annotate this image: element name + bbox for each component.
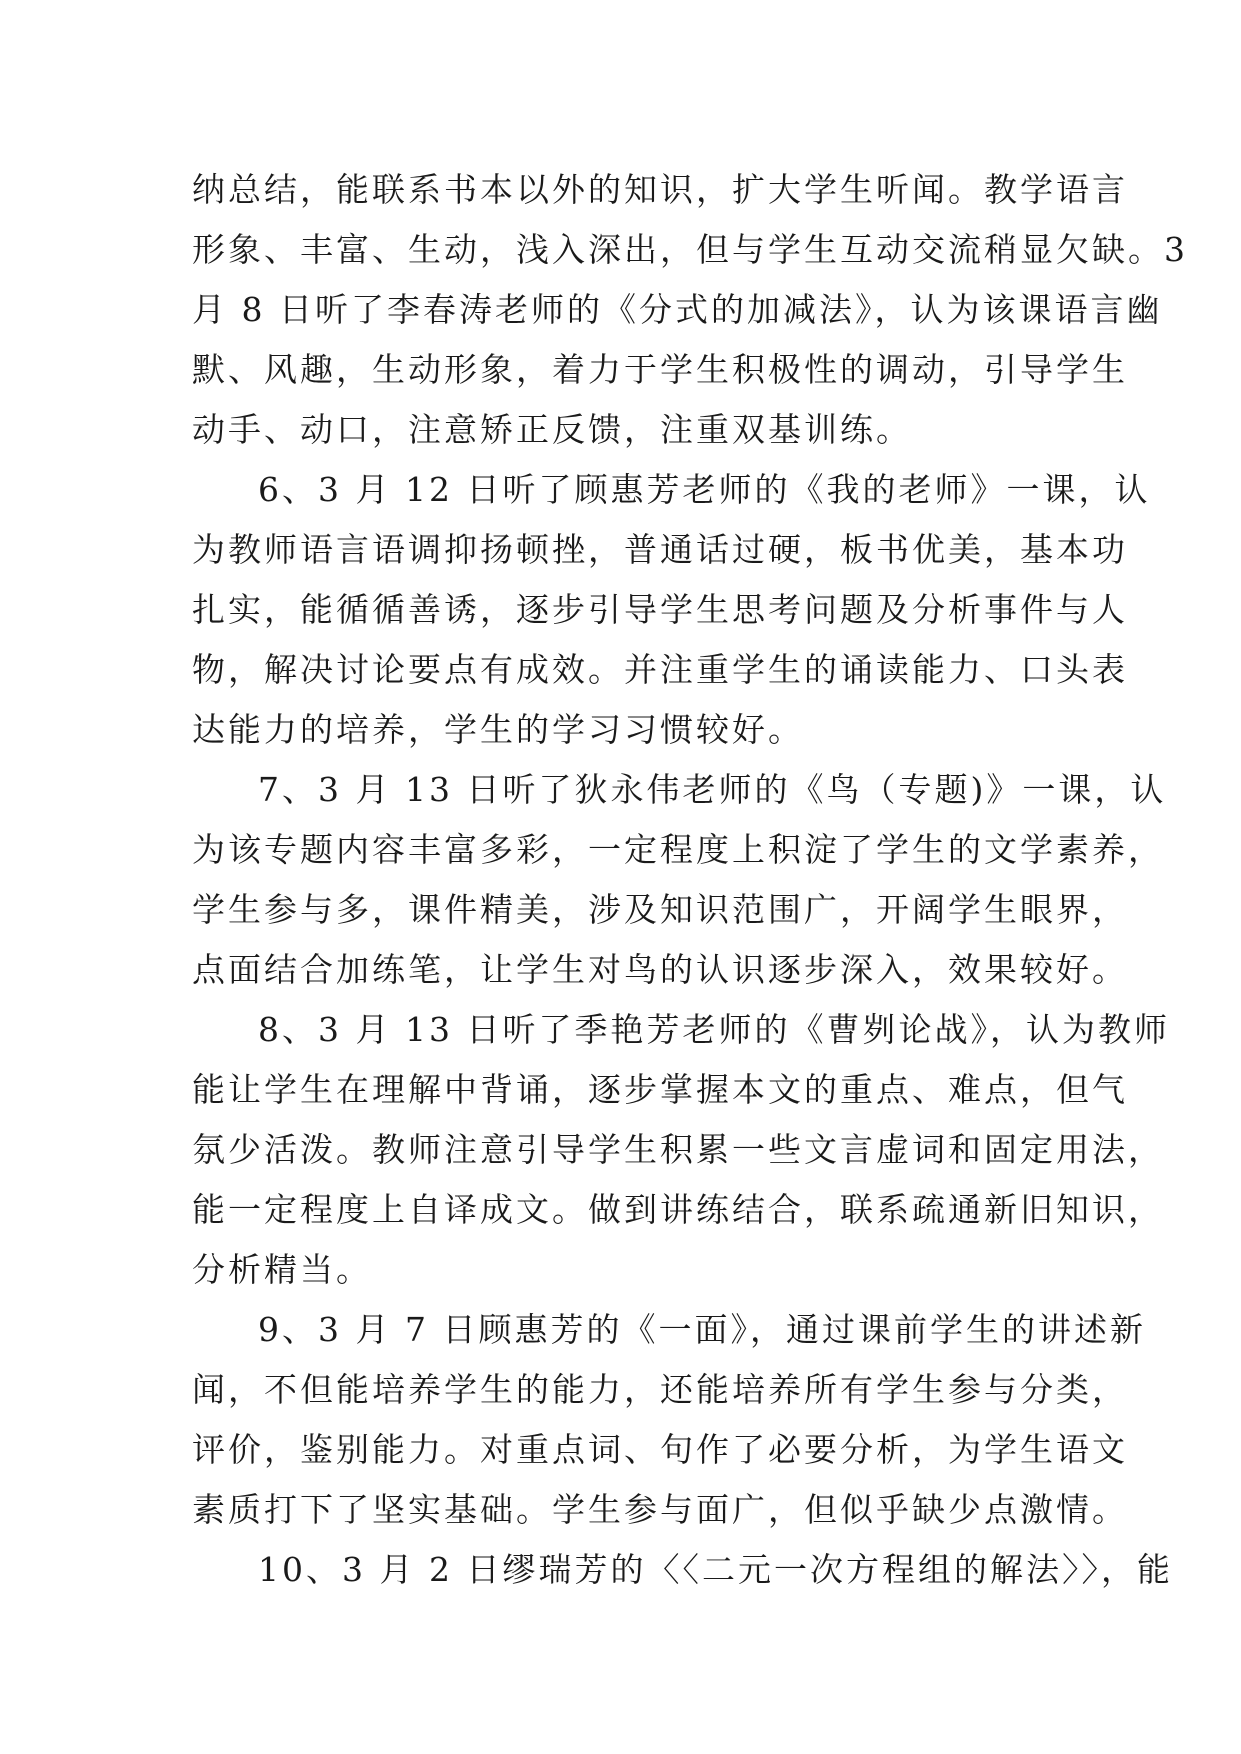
text-line: 评价，鉴别能力。对重点词、句作了必要分析，为学生语文 — [192, 1430, 1128, 1469]
text-line: 为教师语言语调抑扬顿挫，普通话过硬，板书优美，基本功 — [192, 530, 1128, 569]
text-line: 闻，不但能培养学生的能力，还能培养所有学生参与分类， — [192, 1370, 1128, 1409]
text-line: 点面结合加练笔，让学生对鸟的认识逐步深入，效果较好。 — [192, 950, 1128, 989]
paragraph-start-line: 9、3 月 7 日顾惠芳的《一面》，通过课前学生的讲述新 — [258, 1310, 1146, 1349]
paragraph-start-line: 6、3 月 12 日听了顾惠芳老师的《我的老师》一课，认 — [258, 470, 1151, 509]
text-line: 能让学生在理解中背诵，逐步掌握本文的重点、难点，但气 — [192, 1070, 1128, 1109]
text-line: 扎实，能循循善诱，逐步引导学生思考问题及分析事件与人 — [192, 590, 1128, 629]
text-line: 纳总结，能联系书本以外的知识，扩大学生听闻。教学语言 — [192, 170, 1128, 209]
text-line: 氛少活泼。教师注意引导学生积累一些文言虚词和固定用法， — [192, 1130, 1164, 1169]
text-line: 分析精当。 — [192, 1250, 372, 1289]
paragraph-start-line: 7、3 月 13 日听了狄永伟老师的《鸟（专题)》一课，认 — [258, 770, 1167, 809]
text-line: 学生参与多，课件精美，涉及知识范围广，开阔学生眼界， — [192, 890, 1128, 929]
document-body — [192, 160, 1188, 1600]
text-line: 形象、丰富、生动，浅入深出，但与学生互动交流稍显欠缺。3 — [192, 230, 1188, 269]
paragraph-start-line: 10、3 月 2 日缪瑞芳的〈〈二元一次方程组的解法〉〉，能 — [258, 1550, 1173, 1589]
text-line: 为该专题内容丰富多彩，一定程度上积淀了学生的文学素养， — [192, 830, 1164, 869]
text-line: 默、风趣，生动形象，着力于学生积极性的调动，引导学生 — [192, 350, 1128, 389]
text-line: 素质打下了坚实基础。学生参与面广，但似乎缺少点激情。 — [192, 1490, 1128, 1529]
text-line: 能一定程度上自译成文。做到讲练结合，联系疏通新旧知识， — [192, 1190, 1164, 1229]
text-line: 物，解决讨论要点有成效。并注重学生的诵读能力、口头表 — [192, 650, 1128, 689]
text-line: 动手、动口，注意矫正反馈，注重双基训练。 — [192, 410, 912, 449]
text-line: 月 8 日听了李春涛老师的《分式的加减法》，认为该课语言幽 — [192, 290, 1163, 329]
text-line: 达能力的培养，学生的学习习惯较好。 — [192, 710, 804, 749]
paragraph-start-line: 8、3 月 13 日听了季艳芳老师的《曹刿论战》，认为教师 — [258, 1010, 1170, 1049]
